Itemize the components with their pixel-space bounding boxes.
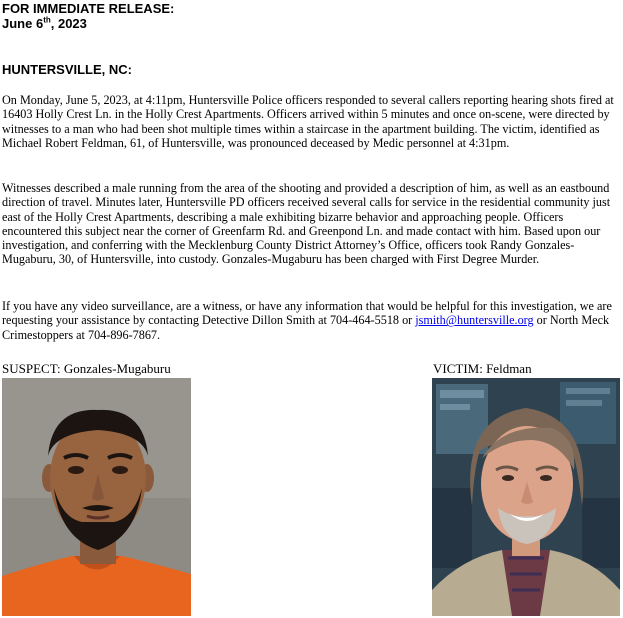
suspect-photo-art bbox=[2, 378, 191, 616]
dateline: HUNTERSVILLE, NC: bbox=[2, 62, 132, 77]
release-date bbox=[2, 16, 87, 31]
contact-text-end: or North Meck Crimestoppers at 704-896-7867. bbox=[2, 313, 610, 342]
release-date-day: June 6 bbox=[2, 16, 44, 31]
paragraph-contact bbox=[2, 299, 620, 342]
paragraph-incident: On Monday, June 5, 2023, at 4:11pm, Huntersville Police officers responded to several callers reporting hearing shots fired at 16403 Holly Crest Ln. in the Holly Crest Apartments. Officers arrived within 5 minutes and once on-scene, were directed by witnesses to a man who had been shot multiple times within a staircase in the apartment building. The victim, identified as Michael Robert Feldman, 61, of Huntersville, was pronounced deceased by Medic personnel at 4:31pm. bbox=[2, 93, 614, 150]
paragraph-arrest: Witnesses described a male running from the area of the shooting and provided a description of him, as well as an eastbound direction of travel. Minutes later, Huntersville PD officers received several calls for service in the residential community just east of the Holly Crest Apartments, describing a male exhibiting bizarre behavior and approaching people. Officers encountered this subject near the corner of Greenfarm Rd. and Greenpond Ln. and made contact with him. Based upon our investigation, and conferring with the Mecklenburg County District Attorney’s Office, officers took Randy Gonzales-Mugaburu, 30, of Huntersville, into custody. Gonzales-Mugaburu has been charged with First Degree Murder. bbox=[2, 181, 611, 267]
email-link[interactable]: jsmith@huntersville.org bbox=[415, 313, 534, 328]
suspect-photo bbox=[2, 378, 191, 616]
victim-photo-art bbox=[432, 378, 620, 616]
contact-text: If you have any video surveillance, are a witness, or have any information that would be helpful for this investigation, we are requesting your assistance by contacting Detective Dillon Smith at 704-464-5518 or bbox=[2, 299, 612, 328]
release-date-ordinal: th bbox=[43, 15, 51, 25]
suspect-caption: SUSPECT: Gonzales-Mugaburu bbox=[2, 361, 171, 376]
victim-caption: VICTIM: Feldman bbox=[433, 361, 532, 376]
victim-photo bbox=[432, 378, 620, 616]
release-date-year: , 2023 bbox=[50, 16, 87, 31]
release-label: FOR IMMEDIATE RELEASE: bbox=[2, 1, 175, 16]
